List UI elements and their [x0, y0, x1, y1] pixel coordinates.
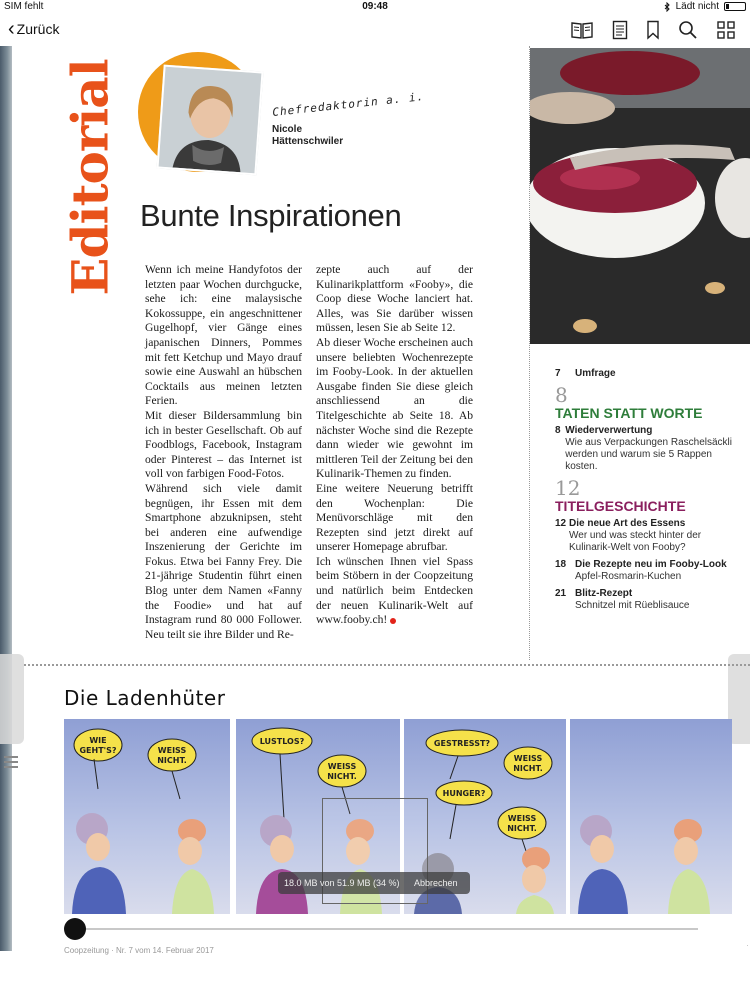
previous-page-handle[interactable] [0, 654, 24, 744]
toc-item[interactable] [555, 518, 745, 554]
toolbar [570, 20, 736, 40]
svg-text:WEISS: WEISS [513, 754, 543, 763]
speech-bubble [74, 729, 122, 789]
svg-text:GEHT'S?: GEHT'S? [79, 746, 117, 755]
page-footer: Coopzeitung · Nr. 7 vom 14. Februar 2017 [64, 946, 214, 955]
svg-text:LUSTLOS?: LUSTLOS? [259, 737, 305, 746]
toc-section-title: TITELGESCHICHTE [555, 498, 686, 514]
speech-bubble [252, 728, 312, 819]
paragraph: Während sich viele damit begnügen, ihr Essen mit dem Smartphone abzuknipsen, steht bei anderen eine aufwendige Inszenierung der Gerichte im Fokus. Etwa bei Fanny Frey. Die 21-jährige Studentin führt einen Blog unter dem Namen «Fanny the Foodie» und hat auf Instagram rund 80 000 Follower. Neu teilt sie ihre Bilder und Re- [145, 481, 302, 641]
author-name: Nicole Hättenschwiler [272, 124, 344, 147]
speech-bubble [436, 781, 492, 839]
end-mark-icon [390, 618, 396, 624]
toc-item[interactable] [555, 368, 745, 380]
toc-section-taten [555, 385, 745, 473]
toc-item-title: Wiederverwertung [565, 425, 653, 436]
editorial-section-title: Editorial [60, 58, 120, 296]
clock: 09:48 [362, 1, 388, 12]
svg-text:HUNGER?: HUNGER? [442, 789, 486, 798]
carrier-label: SIM fehlt [4, 1, 44, 12]
toc-item-number: 21 [555, 588, 567, 599]
paragraph: Ich wünschen Ihnen viel Spass beim Stöbern in der Coopzeitung und natürlich beim Entdecken der neuen Kulinarik-Welt auf www.fooby.ch! [316, 554, 473, 627]
grid-view-icon[interactable] [716, 20, 736, 40]
toc-item-subtitle: Wie aus Verpackungen Raschelsäckli werden und warum sie 5 Rappen kosten. [565, 437, 732, 472]
author-role: Chefredaktorin a. i. [271, 90, 425, 119]
chevron-left-icon: ‹ [8, 18, 15, 40]
section-divider [24, 664, 750, 666]
paragraph: Eine weitere Neuerung betrifft den Wochenplan: Die Menüvorschläge mit den Rezepten sind jetzt direkt auf unserer Homepage abrufbar. [316, 481, 473, 554]
toc-section-title: TATEN STATT WORTE [555, 405, 703, 421]
editorial-headline: Bunte Inspirationen [140, 198, 402, 233]
menu-icon[interactable] [4, 756, 18, 771]
speech-bubble [148, 739, 196, 799]
toc-item-subtitle: Schnitzel mit Rüeblisauce [575, 600, 690, 611]
svg-text:GESTRESST?: GESTRESST? [433, 739, 491, 748]
bookmark-icon[interactable] [646, 20, 660, 40]
editorial-column-1 [145, 263, 302, 642]
charging-label: Lädt nicht [675, 1, 719, 12]
paragraph: Wenn ich meine Handyfotos der letzten paar Wochen durchgucke, sehe ich: eine malaysische Kokossuppe, ein angeschnittener Gugelhopf, vier Gänge eines japanischen Dinners, Pommes mit fett Ketchup und Mayo drauf sowie eine Auswahl an hübschen Cocktails aus meinen letzten Ferien. [145, 263, 302, 408]
toc-item-number: 12 [555, 518, 567, 529]
paragraph: Ab dieser Woche erscheinen auch unsere beliebten Wochenrezepte im Fooby-Look. In der aktuellen Ausgabe finden Sie diese gleich anschliessend an die Titelgeschichte ab Seite 18. Ab nächster Woche sind die Rezepte dann wieder wie gewohnt im mittleren Teil der Zeitung bei den Kulinarik-Themen zu finden. [316, 335, 473, 481]
nav-bar [0, 16, 750, 46]
toc-item-number: 8 [555, 425, 561, 436]
previous-page-edge [0, 46, 12, 951]
back-label: Zurück [16, 21, 60, 37]
status-bar [0, 0, 750, 14]
paragraph: Mit dieser Bildersammlung bin ich in bester Gesellschaft. Ob auf Foodblogs, Facebook, Instagram oder Pinterest – das Internet ist voll von farbigen Food-Fotos. [145, 408, 302, 481]
table-of-contents [555, 368, 745, 617]
search-icon[interactable] [678, 20, 698, 40]
svg-text:WEISS: WEISS [157, 746, 187, 755]
page-icon[interactable] [612, 20, 628, 40]
page-slider-track[interactable] [76, 928, 698, 930]
comic-panel-1 [64, 719, 230, 914]
comic-title: Die Ladenhüter [64, 686, 226, 710]
page-number-edge: · [743, 944, 750, 947]
author-photo [156, 65, 263, 176]
speech-bubble [498, 807, 546, 851]
toc-item-subtitle: Apfel-Rosmarin-Kuchen [575, 571, 682, 582]
status-right [664, 1, 746, 12]
cancel-download-button[interactable]: Abbrechen [414, 878, 458, 888]
toc-item[interactable] [555, 559, 745, 583]
svg-text:NICHT.: NICHT. [507, 824, 537, 833]
svg-text:WEISS: WEISS [507, 814, 537, 823]
toc-item-title: Umfrage [575, 368, 616, 379]
toc-section-number: 12 [555, 476, 581, 500]
food-photo [530, 48, 750, 344]
magazine-page[interactable] [0, 46, 750, 1000]
comic-panel-4 [570, 719, 732, 914]
svg-text:NICHT.: NICHT. [157, 756, 187, 765]
toc-item-title: Die Rezepte neu im Fooby-Look [575, 559, 727, 570]
toc-item-title: Die neue Art des Essens [569, 518, 686, 529]
paragraph: zepte auch auf der Kulinarikplattform «Fooby», die Coop diese Woche lanciert hat. Alles, was Sie darüber wissen müssen, lesen Sie ab Seite 12. [316, 263, 473, 335]
svg-text:NICHT.: NICHT. [327, 772, 357, 781]
back-button[interactable] [8, 20, 59, 38]
toc-item-number: 18 [555, 559, 567, 570]
svg-text:NICHT.: NICHT. [513, 764, 543, 773]
speech-bubble [504, 747, 552, 779]
speech-bubble [426, 730, 498, 779]
toc-section-titel [555, 478, 745, 612]
toc-item[interactable] [555, 588, 745, 612]
page-slider-handle[interactable] [64, 918, 86, 940]
svg-text:WEISS: WEISS [327, 762, 357, 771]
download-progress [278, 872, 470, 894]
download-size-label: 18.0 MB von 51.9 MB (34 %) [284, 878, 400, 888]
toc-item-number: 7 [555, 368, 561, 379]
toc-item-title: Blitz-Rezept [575, 588, 633, 599]
toc-item[interactable] [555, 425, 745, 473]
book-icon[interactable] [570, 20, 594, 40]
bluetooth-icon [664, 2, 671, 12]
battery-icon [724, 2, 746, 11]
toc-section-number: 8 [555, 383, 568, 407]
toc-item-subtitle: Wer und was steckt hinter der Kulinarik-Welt von Fooby? [569, 530, 702, 553]
editorial-column-2 [316, 263, 473, 628]
svg-text:WIE: WIE [89, 736, 107, 745]
